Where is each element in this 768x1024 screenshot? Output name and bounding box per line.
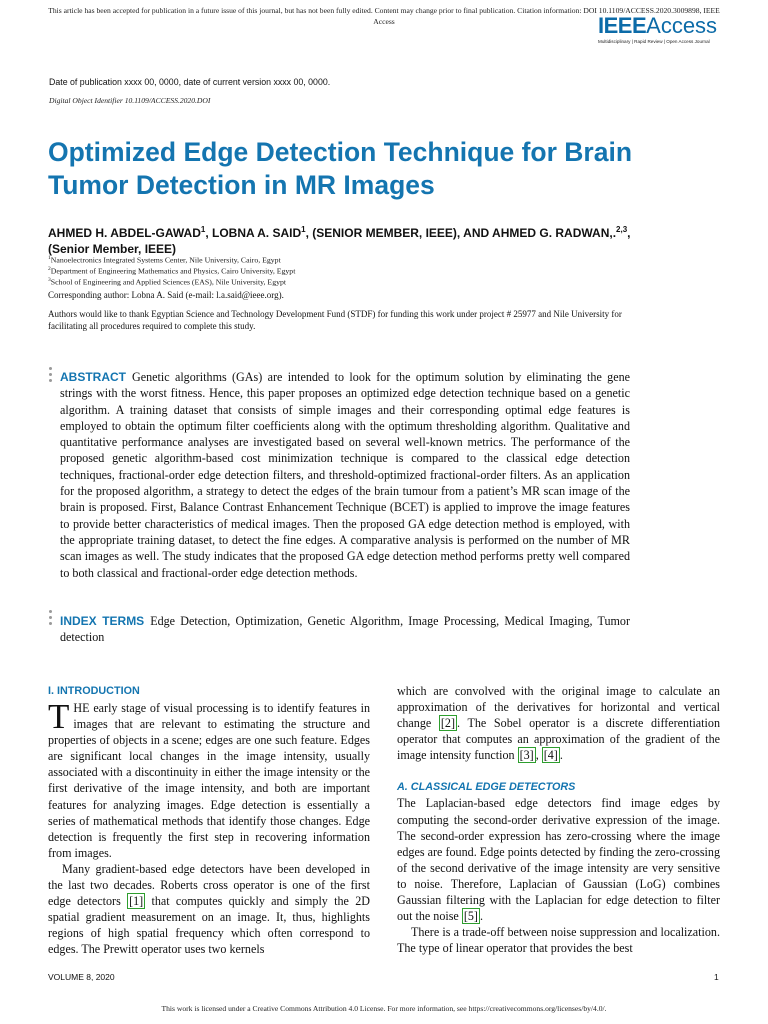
citation-link[interactable]: [2] <box>440 716 456 731</box>
publication-notice: This article has been accepted for publication in a future issue of this journal, but has not been fully edited. Content may change prior to final publication. Citation information: DOI 10.1109/ACCESS.2020.3009898, IEEE Access <box>48 6 720 26</box>
section-heading-introduction: I. INTRODUCTION <box>48 685 140 697</box>
ieee-access-logo <box>598 14 722 44</box>
index-terms <box>60 613 630 646</box>
left-column <box>48 683 370 958</box>
logo-tagline: Multidisciplinary | Rapid Review | Open Access Journal <box>598 39 710 44</box>
page-number: 1 <box>714 972 719 982</box>
abstract-marker-icon <box>49 367 52 385</box>
intro-paragraph-2: Many gradient-based edge detectors have been developed in the last two decades. Roberts cross operator is one of the first edge detectors [1] that computes quickly and simply the 2D spatial gradient measurement on an image. It, thus, highlights regions of high spatial frequency which often correspond to edges. The Prewitt operator uses two kernels <box>48 861 371 957</box>
index-terms-text: Edge Detection, Optimization, Genetic Algorithm, Image Processing, Medical Imaging, Tumor detection <box>60 614 630 645</box>
classical-paragraph-2: There is a trade-off between noise suppression and localization. The type of linear operator that provides the best <box>397 925 720 956</box>
logo-light-text: Access <box>646 13 718 38</box>
publication-date: Date of publication xxxx 00, 0000, date of current version xxxx 00, 0000. <box>49 77 331 87</box>
affiliation-item: $^3$School of Engineering and Applied Sciences (EAS), Nile University, Egypt <box>48 277 287 287</box>
affiliation-item: $^2$Department of Engineering Mathematics and Physics, Cairo University, Egypt <box>48 266 296 276</box>
drop-cap: T <box>48 697 70 736</box>
license-notice: This work is licensed under a Creative Commons Attribution 4.0 License. For more information, see https://creativecommons.org/licenses/by/4.0/. <box>161 1004 607 1013</box>
author-1: AHMED H. ABDEL-GAWAD <box>48 226 201 240</box>
affiliation-item: $^1$Nanoelectronics Integrated Systems Center, Nile University, Cairo, Egypt <box>48 255 281 265</box>
author-3-affil: 2,3 <box>616 225 628 234</box>
author-1-affil: 1 <box>200 225 206 234</box>
doi-line: Digital Object Identifier 10.1109/ACCESS.2020.DOI <box>49 96 211 105</box>
abstract-label: ABSTRACT <box>60 370 126 384</box>
citation-link[interactable]: [5] <box>463 909 478 924</box>
subsection-heading-classical: A. CLASSICAL EDGE DETECTORS <box>397 781 576 794</box>
abstract-text: Genetic algorithms (GAs) are intended to look for the optimum solution by eliminating the gene strings with the worst fitness. Hence, this paper proposes an optimized edge detection technique based on a genetic algorithm. A training dataset that consists of simple images and their corresponding optimal edge features is employed to obtain the optimum filter coefficients along with the optimum thresholding algorithm. Qualitative and quantitative performance analyses are investigated based on several well-known metrics. The performance of the proposed genetic algorithm-based cost minimization technique is compared to the classical edge detection techniques, fractional-order edge detection filters, and threshold-optimized fractional-order filters. As an application for the proposed algorithm, a strategy to detect the edges of the brain tumour from a patient’s MR scan image of the brain is proposed. First, Balance Contrast Enhancement Technique (BCET) is applied to improve the image features to provide better characteristics of medical images. Then the proposed GA edge detection method is employed, with the appropriate training dataset, to detect the fine edges. A comparative analysis is performed on the number of MR scan images as well. The study indicates that the proposed GA edge detection method performs pretty well compared to both classical and fractional-order edge detection methods. <box>60 370 630 580</box>
right-column <box>397 683 720 956</box>
citation-link[interactable]: [4] <box>543 748 558 763</box>
classical-paragraph-1: The Laplacian-based edge detectors find image edges by computing the second-order derivative expression of the image. The second-order expression has zero-crossing where the image edges are found. Edge points detected by finding the zero-crossing of the second derivative of the image intensity are very sensitive to noise. Therefore, Laplacian of Gaussian (LoG) combines Gaussian filtering with the Laplacian for edge detection to filter out the noise [5] . <box>397 796 720 924</box>
corresponding-author: Corresponding author: Lobna A. Said (e-mail: l.a.said@ieee.org). <box>48 290 284 300</box>
logo-bold-text: IEEE <box>598 13 647 38</box>
paper-title: Optimized Edge Detection Technique for Brain Tumor Detection in MR Images <box>48 137 633 200</box>
author-tail: , (Senior Member, IEEE) <box>48 226 631 256</box>
index-terms-marker-icon <box>49 610 52 628</box>
volume-info: VOLUME 8, 2020 <box>48 972 115 982</box>
author-list <box>48 222 648 257</box>
abstract <box>60 369 630 581</box>
citation-link[interactable]: [1] <box>129 894 144 909</box>
author-2: , LOBNA A. SAID <box>205 226 302 240</box>
intro-paragraph-3: which are convolved with the original image to calculate an approximation of the derivatives for horizontal and vertical change [2] . The Sobel operator is a discrete differentiation operator that computes an approximation of the gradient of the image intensity function [3] , [4] . <box>397 684 720 763</box>
intro-paragraph-1: THE early stage of visual processing is to identify features in images that are relevant to estimating the structure and properties of objects in a scene; edges are one such feature. Edges are significant local changes in the image intensity, usually associated with a discontinuity in either the image intensity or the first derivative of the image intensity, and both are important features for analyzing images. Edge detection is essentially a series of mathematical methods that identify those changes. Edge detection is frequently the first step in recovering information from images. <box>48 697 370 860</box>
index-terms-label: INDEX TERMS <box>60 614 145 628</box>
author-2-affil: 1 <box>301 225 306 234</box>
citation-link[interactable]: [3] <box>519 748 534 763</box>
funding-acknowledgement: Authors would like to thank Egyptian Science and Technology Development Fund (STDF) for funding this work under project # 25977 and Nile University for facilitating all procedures required to complete this study. <box>48 309 622 331</box>
author-3: , (SENIOR MEMBER, IEEE), AND AHMED G. RADWAN,. <box>305 226 617 240</box>
affiliations <box>48 254 295 288</box>
